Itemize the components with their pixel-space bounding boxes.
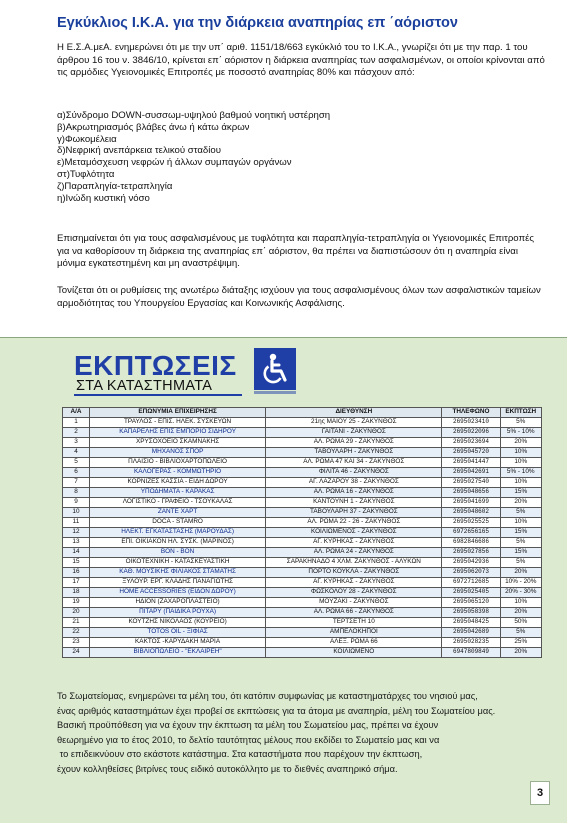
business-phone: 2695058398 bbox=[442, 608, 500, 618]
business-address: ΤΑΒΟΥΛΑΡΗ - ΖΑΚΥΝΘΟΣ bbox=[266, 448, 442, 458]
business-discount: 20% bbox=[500, 568, 542, 578]
business-address: ΑΛ. ΡΩΜΑ 22 - 26 - ΖΑΚΥΝΘΟΣ bbox=[266, 518, 442, 528]
discounts-section bbox=[0, 337, 567, 823]
business-discount: 25% bbox=[500, 638, 542, 648]
business-address: ΣΑΡΑΚΗΝΑΔΟ 4 ΧΛΜ. ΖΑΚΥΝΘΟΣ - ΑΛΥΚΩΝ bbox=[266, 558, 442, 568]
discounts-heading: ΕΚΠΤΩΣΕΙΣ bbox=[74, 350, 237, 381]
row-number: 10 bbox=[63, 508, 90, 518]
business-name: ΞΥΛΟΥΡ. ΕΡΓ. ΚΛΑΔΗΣ ΠΑΝΑΓΙΩΤΗΣ bbox=[89, 578, 265, 588]
business-address: ΑΓ. ΚΥΡΗΚΑΣ - ΖΑΚΥΝΘΟΣ bbox=[266, 578, 442, 588]
row-number: 5 bbox=[63, 458, 90, 468]
table-row bbox=[63, 558, 542, 568]
business-discount: 10% bbox=[500, 478, 542, 488]
business-phone: 2695027540 bbox=[442, 478, 500, 488]
page-number: 3 bbox=[530, 781, 550, 805]
business-address: 21ης ΜΑΙΟΥ 25 - ΖΑΚΥΝΘΟΣ bbox=[266, 418, 442, 428]
business-name: ΚΑΚΤΟΣ -ΚΑΡΥΔΑΚΗ ΜΑΡΙΑ bbox=[89, 638, 265, 648]
table-row bbox=[63, 448, 542, 458]
business-phone: 2695048656 bbox=[442, 488, 500, 498]
row-number: 1 bbox=[63, 418, 90, 428]
emphasis-paragraph: Επισημαίνεται ότι για τους ασφαλισμένους με τυφλότητα και παραπληγία-τετραπληγία οι Υγειονομικές Επιτροπές για να καθορίσουν τη διάρκεια της αναπηρίας επ΄ αόριστον, θα πρέπει να διαπιστώσουν ότι η αναπηρία είναι μόνιμα εγκατεστημένη και μη αναστρέψιμη. bbox=[57, 233, 535, 270]
business-address: ΑΛ. ΡΩΜΑ 16 - ΖΑΚΥΝΘΟΣ bbox=[266, 488, 442, 498]
business-phone: 2695048425 bbox=[442, 618, 500, 628]
business-discount: 5% bbox=[500, 558, 542, 568]
business-address: ΠΟΡΤΟ ΚΟΥΚΛΑ - ΖΑΚΥΝΘΟΣ bbox=[266, 568, 442, 578]
business-address: ΚΑΝΤΟΥΝΗ 1 - ΖΑΚΥΝΘΟΣ bbox=[266, 498, 442, 508]
row-number: 16 bbox=[63, 568, 90, 578]
table-row bbox=[63, 468, 542, 478]
table-row bbox=[63, 528, 542, 538]
business-address: ΤΕΡΤΣΕΤΗ 10 bbox=[266, 618, 442, 628]
table-body bbox=[63, 418, 542, 658]
business-address: ΦΩΣΚΟΛΟΥ 28 - ΖΑΚΥΝΘΟΣ bbox=[266, 588, 442, 598]
row-number: 9 bbox=[63, 498, 90, 508]
business-discount: 10% bbox=[500, 518, 542, 528]
condition-item: β)Ακρωτηριασμός βλάβες άνω ή κάτω άκρων bbox=[57, 121, 250, 133]
row-number: 3 bbox=[63, 438, 90, 448]
row-number: 19 bbox=[63, 598, 90, 608]
table-row bbox=[63, 578, 542, 588]
business-name: ΥΠΟΔΗΜΑΤΑ - ΚΑΡΑΚΑΣ bbox=[89, 488, 265, 498]
business-phone: 2695025525 bbox=[442, 518, 500, 528]
business-phone: 2695065120 bbox=[442, 598, 500, 608]
table-row bbox=[63, 588, 542, 598]
footer-line: ένας αριθμός καταστημάτων έχει προβεί σε εκπτώσεις για τα άτομα με αναπηρία, μέλη του Σωματείου μας. bbox=[57, 705, 496, 716]
business-discount: 20% bbox=[500, 438, 542, 448]
footer-notice bbox=[57, 689, 547, 776]
table-row bbox=[63, 498, 542, 508]
condition-item: γ)Φωκομέλεια bbox=[57, 133, 117, 145]
business-name: ΚΑΘ. ΜΟΥΣΙΚΗΣ ΦΙΛΙΑΚΟΣ ΣΤΑΜΑΤΗΣ bbox=[89, 568, 265, 578]
table-row bbox=[63, 428, 542, 438]
row-number: 23 bbox=[63, 638, 90, 648]
business-phone: 2695028235 bbox=[442, 638, 500, 648]
business-address: ΚΟΙΛΙΩΜΕΝΟΣ - ΖΑΚΥΝΘΟΣ bbox=[266, 528, 442, 538]
scope-paragraph: Τονίζεται ότι οι ρυθμίσεις της ανωτέρω διάταξης ισχύουν για τους ασφαλισμένους όλων των ασφαλιστικών ταμείων αρμοδιότητας του Υπουργείου Εργασίας και Κοινωνικής Ασφάλισης. bbox=[57, 285, 541, 309]
business-phone: 6972656165 bbox=[442, 528, 500, 538]
business-name: ΕΠΙ. ΟΙΚΙΑΚΟΝ ΗΛ. ΣΥΣΚ. (ΜΑΡΙΝΟΣ) bbox=[89, 538, 265, 548]
row-number: 11 bbox=[63, 518, 90, 528]
row-number: 18 bbox=[63, 588, 90, 598]
footer-line: Το Σωματείομας, ενημερώνει τα μέλη του, ότι κατόπιν συμφωνίας με καταστηματάρχες του νησιού μας, bbox=[57, 691, 478, 701]
business-discount: 5% - 10% bbox=[500, 468, 542, 478]
business-name: HOME ACCESSORIES (ΕΙΔΟΝ ΔΩΡΟΥ) bbox=[89, 588, 265, 598]
table-row bbox=[63, 488, 542, 498]
business-discount: 20% - 30% bbox=[500, 588, 542, 598]
row-number: 13 bbox=[63, 538, 90, 548]
row-number: 22 bbox=[63, 628, 90, 638]
business-name: ΚΟΡΝΙΖΕΣ ΚΑΣΣΙΑ - ΕΙΔΗ ΔΩΡΟΥ bbox=[89, 478, 265, 488]
circular-title: Εγκύκλιος Ι.Κ.Α. για την διάρκεια αναπηρίας επ ΄αόριστον bbox=[57, 15, 458, 31]
business-name: ΛΟΓΙΣΤΙΚΟ - ΓΡΑΦΕΙΟ - ΤΣΟΥΚΑΛΑΣ bbox=[89, 498, 265, 508]
row-number: 6 bbox=[63, 468, 90, 478]
business-discount: 5% bbox=[500, 628, 542, 638]
business-address: ΑΜΠΕΛΟΚΗΠΟΙ bbox=[266, 628, 442, 638]
table-row bbox=[63, 628, 542, 638]
table-row bbox=[63, 548, 542, 558]
heading-underline bbox=[74, 394, 242, 396]
business-discount: 5% - 10% bbox=[500, 428, 542, 438]
business-address: ΑΛ. ΡΩΜΑ 29 - ΖΑΚΥΝΘΟΣ bbox=[266, 438, 442, 448]
business-address: ΑΓ. ΚΥΡΗΚΑΣ - ΖΑΚΥΝΘΟΣ bbox=[266, 538, 442, 548]
table-row bbox=[63, 478, 542, 488]
business-name: DOCA - STAMRO bbox=[89, 518, 265, 528]
business-phone: 2695041699 bbox=[442, 498, 500, 508]
business-discount: 20% bbox=[500, 608, 542, 618]
business-address: ΓΑΙΤΑΝΙ - ΖΑΚΥΝΘΟΣ bbox=[266, 428, 442, 438]
business-phone: 2695022096 bbox=[442, 428, 500, 438]
business-name: BON - BON bbox=[89, 548, 265, 558]
business-phone: 2695048602 bbox=[442, 508, 500, 518]
row-number: 8 bbox=[63, 488, 90, 498]
business-name: ΤΡΑΥΛΟΣ - ΕΠΙΣ. ΗΛΕΚ. ΣΥΣΚΕΥΩΝ bbox=[89, 418, 265, 428]
table-row bbox=[63, 648, 542, 658]
table-row bbox=[63, 638, 542, 648]
condition-item: ε)Μεταμόσχευση νεφρών ή άλλων συμπαγών οργάνων bbox=[57, 157, 292, 169]
business-address: ΑΛ. ΡΩΜΑ 47 ΚΑΙ 34 - ΖΑΚΥΝΘΟΣ bbox=[266, 458, 442, 468]
condition-item: ζ)Παραπληγία-τετραπληγία bbox=[57, 180, 173, 192]
intro-paragraph: Η Ε.Σ.Α.μεΑ. ενημερώνει ότι με την υπ΄ αριθ. 1151/18/663 εγκύκλιό του το Ι.Κ.Α., γνωρίζει ότι με την παρ. 1 του άρθρου 16 του ν. 3846/10, κρίνεται επ΄ αόριστον η διάρκεια αναπηρίας των ασφαλισμένων, οι οποίοι κρίνονται από τις αρμόδιες Υγειονομικές Επιτροπές με ποσοστό αναπηρίας 80% και πάσχουν από: bbox=[57, 42, 545, 79]
business-discount: 20% bbox=[500, 498, 542, 508]
table-row bbox=[63, 538, 542, 548]
business-address: ΚΟΙΛΙΩΜΕΝΟ bbox=[266, 648, 442, 658]
business-address: ΤΑΒΟΥΛΑΡΗ 37 - ΖΑΚΥΝΘΟΣ bbox=[266, 508, 442, 518]
table-row bbox=[63, 568, 542, 578]
business-phone: 6972712685 bbox=[442, 578, 500, 588]
table-row bbox=[63, 458, 542, 468]
business-discount: 5% bbox=[500, 538, 542, 548]
business-phone: 2695023410 bbox=[442, 418, 500, 428]
business-discount: 50% bbox=[500, 618, 542, 628]
table-row bbox=[63, 418, 542, 428]
business-name: ΗΛΕΚΤ. ΕΓΚΑΤΑΣΤΑΣΗΣ (ΜΑΡΟΥΔΑΣ) bbox=[89, 528, 265, 538]
business-discount: 15% bbox=[500, 548, 542, 558]
col-header-aa: Α/Α bbox=[63, 408, 90, 418]
business-phone: 2695042689 bbox=[442, 628, 500, 638]
business-phone: 6947809849 bbox=[442, 648, 500, 658]
discounts-subheading: ΣΤΑ ΚΑΤΑΣΤΗΜΑΤΑ bbox=[76, 378, 213, 394]
business-address: ΑΛ. ΡΩΜΑ 66 - ΖΑΚΥΝΘΟΣ bbox=[266, 608, 442, 618]
circular-section bbox=[0, 0, 567, 337]
business-phone: 2695027856 bbox=[442, 548, 500, 558]
conditions-list bbox=[57, 110, 537, 204]
table-header-row bbox=[63, 408, 542, 418]
business-phone: 2695045720 bbox=[442, 448, 500, 458]
business-phone: 2695041447 bbox=[442, 458, 500, 468]
footer-line: Βασική προϋπόθεση για να έχουν την έκπτωση τα μέλη του Σωματείου μας, πρέπει να έχουν bbox=[57, 720, 439, 730]
footer-line: το επιδεικνύουν στο εκάστοτε κατάστημα. Στα καταστήματα που παρέχουν την έκπτωση, bbox=[57, 749, 423, 759]
table-row bbox=[63, 438, 542, 448]
business-discount: 10% - 20% bbox=[500, 578, 542, 588]
business-discount: 10% bbox=[500, 448, 542, 458]
business-address: ΜΟΥΖΑΚΙ - ΖΑΚΥΝΘΟΣ bbox=[266, 598, 442, 608]
business-address: ΑΛΕΞ. ΡΩΜΑ 66 bbox=[266, 638, 442, 648]
col-header-address: ΔΙΕΥΘΥΝΣΗ bbox=[266, 408, 442, 418]
business-name: ΒΙΒΛΙΟΠΩΛΕΙΟ - "ΕΚΛΑΙΡΕΗ" bbox=[89, 648, 265, 658]
row-number: 12 bbox=[63, 528, 90, 538]
business-name: TOTOS OIL - ΞΙΦΙΑΣ bbox=[89, 628, 265, 638]
row-number: 2 bbox=[63, 428, 90, 438]
condition-item: α)Σύνδρομο DOWN-συσσωμ-υψηλού βαθμού νοητική υστέρηση bbox=[57, 110, 331, 121]
business-address: ΑΛ. ΡΩΜΑ 24 - ΖΑΚΥΝΘΟΣ bbox=[266, 548, 442, 558]
business-name: ΠΛΑΙΣΙΟ - ΒΙΒΛΙΟΧΑΡΤΟΠΩΛΕΙΟ bbox=[89, 458, 265, 468]
footer-line: έχουν κολληθείσες βιτρίνες τους ειδικό αυτοκόλλητο με το διεθνές αναπηρικό σήμα. bbox=[57, 763, 398, 774]
business-name: ΚΟΥΤΖΗΣ ΝΙΚΟΛΑΟΣ (ΚΟΥΡΕΙΟ) bbox=[89, 618, 265, 628]
row-number: 20 bbox=[63, 608, 90, 618]
footer-line: θεωρημένο για το έτος 2010, το δελτίο ταυτότητας μέλους που εκδίδει το Σωματείο μας και να bbox=[57, 734, 440, 745]
business-phone: 2695025405 bbox=[442, 588, 500, 598]
business-discount: 10% bbox=[500, 458, 542, 468]
row-number: 15 bbox=[63, 558, 90, 568]
col-header-name: ΕΠΩΝΥΜΙΑ ΕΠΙΧΕΙΡΗΣΗΣ bbox=[89, 408, 265, 418]
business-name: ΚΑΛΟΓΕΡΑΣ - ΚΟΜΜΩΤΗΡΙΟ bbox=[89, 468, 265, 478]
row-number: 21 bbox=[63, 618, 90, 628]
col-header-phone: ΤΗΛΕΦΩΝΟ bbox=[442, 408, 500, 418]
business-name: ΟΙΚΟΤΕΧΝΙΚΗ - ΚΑΤΑΣΚΕΥΑΣΤΙΚΗ bbox=[89, 558, 265, 568]
table-row bbox=[63, 598, 542, 608]
business-discount: 10% bbox=[500, 598, 542, 608]
business-phone: 6982846686 bbox=[442, 538, 500, 548]
business-discount: 15% bbox=[500, 528, 542, 538]
business-phone: 2695042691 bbox=[442, 468, 500, 478]
business-name: ΧΡΥΣΟΧΟΕΙΟ ΣΚΑΜΝΑΚΗΣ bbox=[89, 438, 265, 448]
business-name: ΜΗΧΑΝΟΣ ΣΠΟΡ bbox=[89, 448, 265, 458]
business-address: ΑΓ. ΛΑΖΑΡΟΥ 38 - ΖΑΚΥΝΘΟΣ bbox=[266, 478, 442, 488]
business-phone: 2695062073 bbox=[442, 568, 500, 578]
row-number: 24 bbox=[63, 648, 90, 658]
table-row bbox=[63, 608, 542, 618]
condition-item: η)Ινώδη κυστική νόσο bbox=[57, 192, 150, 204]
business-discount: 20% bbox=[500, 648, 542, 658]
business-phone: 2695023694 bbox=[442, 438, 500, 448]
row-number: 14 bbox=[63, 548, 90, 558]
icon-caption-strip bbox=[254, 391, 296, 394]
col-header-discount: ΕΚΠΤΩΣΗ bbox=[500, 408, 542, 418]
condition-item: στ)Τυφλότητα bbox=[57, 168, 115, 180]
business-name: ΠΙΤΑΡΥ (ΠΑΙΔΙΚΑ ΡΟΥΧΑ) bbox=[89, 608, 265, 618]
row-number: 4 bbox=[63, 448, 90, 458]
business-name: ΖΑΝΤΕ ΧΑΡΤ bbox=[89, 508, 265, 518]
table-row bbox=[63, 618, 542, 628]
wheelchair-icon bbox=[254, 348, 296, 390]
discounts-table bbox=[62, 407, 542, 658]
row-number: 17 bbox=[63, 578, 90, 588]
business-discount: 5% bbox=[500, 418, 542, 428]
table-row bbox=[63, 518, 542, 528]
business-discount: 15% bbox=[500, 488, 542, 498]
business-name: ΗΔΙΟΝ (ΖΑΧΑΡΟΠΛΑΣΤΕΙΟ) bbox=[89, 598, 265, 608]
business-address: ΦΙΛΙΤΑ 46 - ΖΑΚΥΝΘΟΣ bbox=[266, 468, 442, 478]
business-discount: 5% bbox=[500, 508, 542, 518]
business-phone: 2695042936 bbox=[442, 558, 500, 568]
table-row bbox=[63, 508, 542, 518]
condition-item: δ)Νεφρική ανεπάρκεια τελικού σταδίου bbox=[57, 145, 221, 157]
row-number: 7 bbox=[63, 478, 90, 488]
business-name: ΚΑΠΑΡΕΛΗΣ ΕΠΙΣ ΕΜΠΟΡΙΟ ΣΙΔΗΡΟΥ bbox=[89, 428, 265, 438]
